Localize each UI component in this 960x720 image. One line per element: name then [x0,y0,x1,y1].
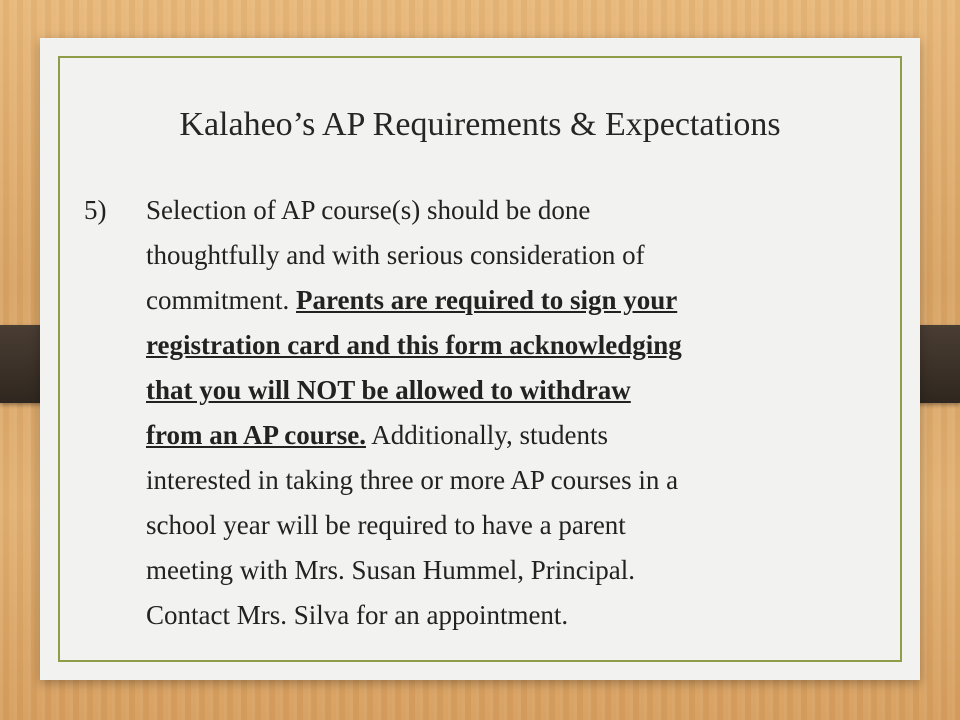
item-line: school year will be required to have a parent [146,510,626,540]
item-line [146,368,884,413]
item-line: meeting with Mrs. Susan Hummel, Principal. [146,555,635,585]
slide-title: Kalaheo’s AP Requirements & Expectations [179,106,781,143]
item-line: Contact Mrs. Silva for an appointment. [146,600,569,630]
item-text-segment: Additionally, students [365,420,608,450]
parent-requirement-text: registration card and this form acknowledging [146,330,682,360]
item-line [146,413,884,458]
item-line: Selection of AP course(s) should be done [146,195,591,225]
parent-requirement-text: Parents are required to sign your [295,285,678,315]
item-line [146,323,884,368]
item-line: interested in taking three or more AP courses in a [146,465,679,495]
item-line [146,278,884,323]
parent-requirement-text: from an AP course. [146,420,366,450]
item-line: thoughtfully and with serious consideration of [146,240,645,270]
item-number: 5) [84,195,107,225]
item-text-segment: commitment. [146,285,296,315]
item-text [146,188,884,638]
slide-paper [40,38,920,680]
parent-requirement-text: that you will NOT be allowed to withdraw [146,375,631,405]
